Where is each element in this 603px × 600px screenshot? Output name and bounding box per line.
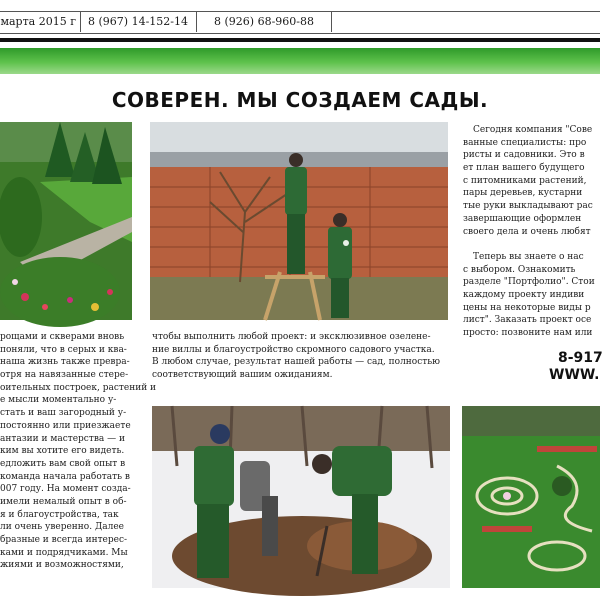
photo-garden-path	[0, 122, 132, 320]
header-phone-1: 8 (967) 14-152-14	[80, 12, 195, 32]
paragraph-line: постоянно или приезжаете	[0, 420, 131, 431]
right-text-column	[463, 124, 600, 340]
paragraph-line: имели немалый опыт в об-	[0, 496, 127, 507]
paragraph-line: стать и ваш загородный у-	[0, 408, 127, 419]
green-banner	[0, 48, 600, 74]
paragraph-line: каждому проекту индиви	[463, 289, 585, 300]
paragraph-line: Теперь вы знаете о нас	[473, 251, 584, 262]
paragraph-line: с питомниками растений,	[463, 175, 587, 186]
paragraph-line	[463, 238, 600, 251]
paragraph-line: пары деревьев, кустарни	[463, 188, 583, 199]
paragraph-line: жиями и возможностями,	[0, 560, 124, 571]
paragraph-line: соответствующий вашим ожиданиям.	[152, 370, 333, 381]
paragraph-line: своего дела и очень любят	[463, 226, 591, 237]
paragraph-line: ками и подрядчиками. Мы	[0, 547, 128, 558]
paragraph-line: завершающие оформлен	[463, 213, 582, 224]
issue-date: марта 2015 г	[0, 15, 76, 28]
header-rule-bottom	[0, 33, 600, 34]
contact-website: WWW.	[549, 367, 600, 383]
paragraph-line: антазии и мастерства — и	[0, 433, 125, 444]
paragraph-line: разделе "Портфолио". Стои	[463, 277, 595, 288]
header-thick-rule	[0, 38, 600, 42]
paragraph-line: ние виллы и благоустройство скромного садового участка.	[152, 344, 435, 355]
paragraph-line: ет план вашего будущего	[463, 163, 585, 174]
paragraph-line: оительных построек, растений и	[0, 382, 157, 393]
paragraph-line: просто: позвоните нам или	[463, 328, 593, 338]
middle-text-column	[152, 331, 448, 382]
paragraph-line: я и благоустройства, так	[0, 509, 119, 520]
paragraph-line: е мысли моментально у-	[0, 395, 117, 406]
paragraph-line: команда начала работать в	[0, 471, 130, 482]
paragraph-line: 007 году. На момент созда-	[0, 484, 131, 495]
paragraph-line: В любом случае, результат нашей работы — сад, полностью	[152, 357, 440, 368]
contact-phone: 8-917	[558, 350, 603, 366]
article-headline: СОВЕРЕН. МЫ СОЗДАЕМ САДЫ.	[111, 88, 489, 112]
left-text-column	[0, 331, 157, 572]
paragraph-line: с выбором. Ознакомить	[463, 264, 576, 275]
paragraph-line: рощами и скверами вновь	[0, 332, 125, 342]
photo-formal-garden	[462, 406, 600, 588]
photo-workers-pruning	[150, 122, 448, 320]
photo-winter-planting	[152, 406, 450, 588]
paragraph-line: лист". Заказать проект осе	[463, 315, 592, 326]
paragraph-line: ванные специалисты: про	[463, 137, 587, 148]
paragraph-line: поняли, что в серых и ква-	[0, 344, 127, 355]
paragraph-line: тые руки выкладывают рас	[463, 201, 593, 212]
paragraph-line: наша жизнь также превра-	[0, 357, 130, 368]
paragraph-line: ли очень уверенно. Далее	[0, 522, 124, 533]
paragraph-line: ким вы хотите его видеть.	[0, 446, 125, 457]
paragraph-line: отря на навязанные стере-	[0, 370, 129, 381]
paragraph-line: ристы и садовники. Это в	[463, 150, 585, 161]
paragraph-line: цены на некоторые виды р	[463, 302, 591, 313]
header-phone-2: 8 (926) 68-960-88	[196, 12, 332, 32]
paragraph-line: бразные и всегда интерес-	[0, 535, 128, 545]
paragraph-line: чтобы выполнить любой проект: и эксклюзивное озелене-	[152, 332, 431, 342]
paragraph-line: едложить вам свой опыт в	[0, 458, 126, 469]
paragraph-line: Сегодня компания "Сове	[473, 125, 593, 135]
